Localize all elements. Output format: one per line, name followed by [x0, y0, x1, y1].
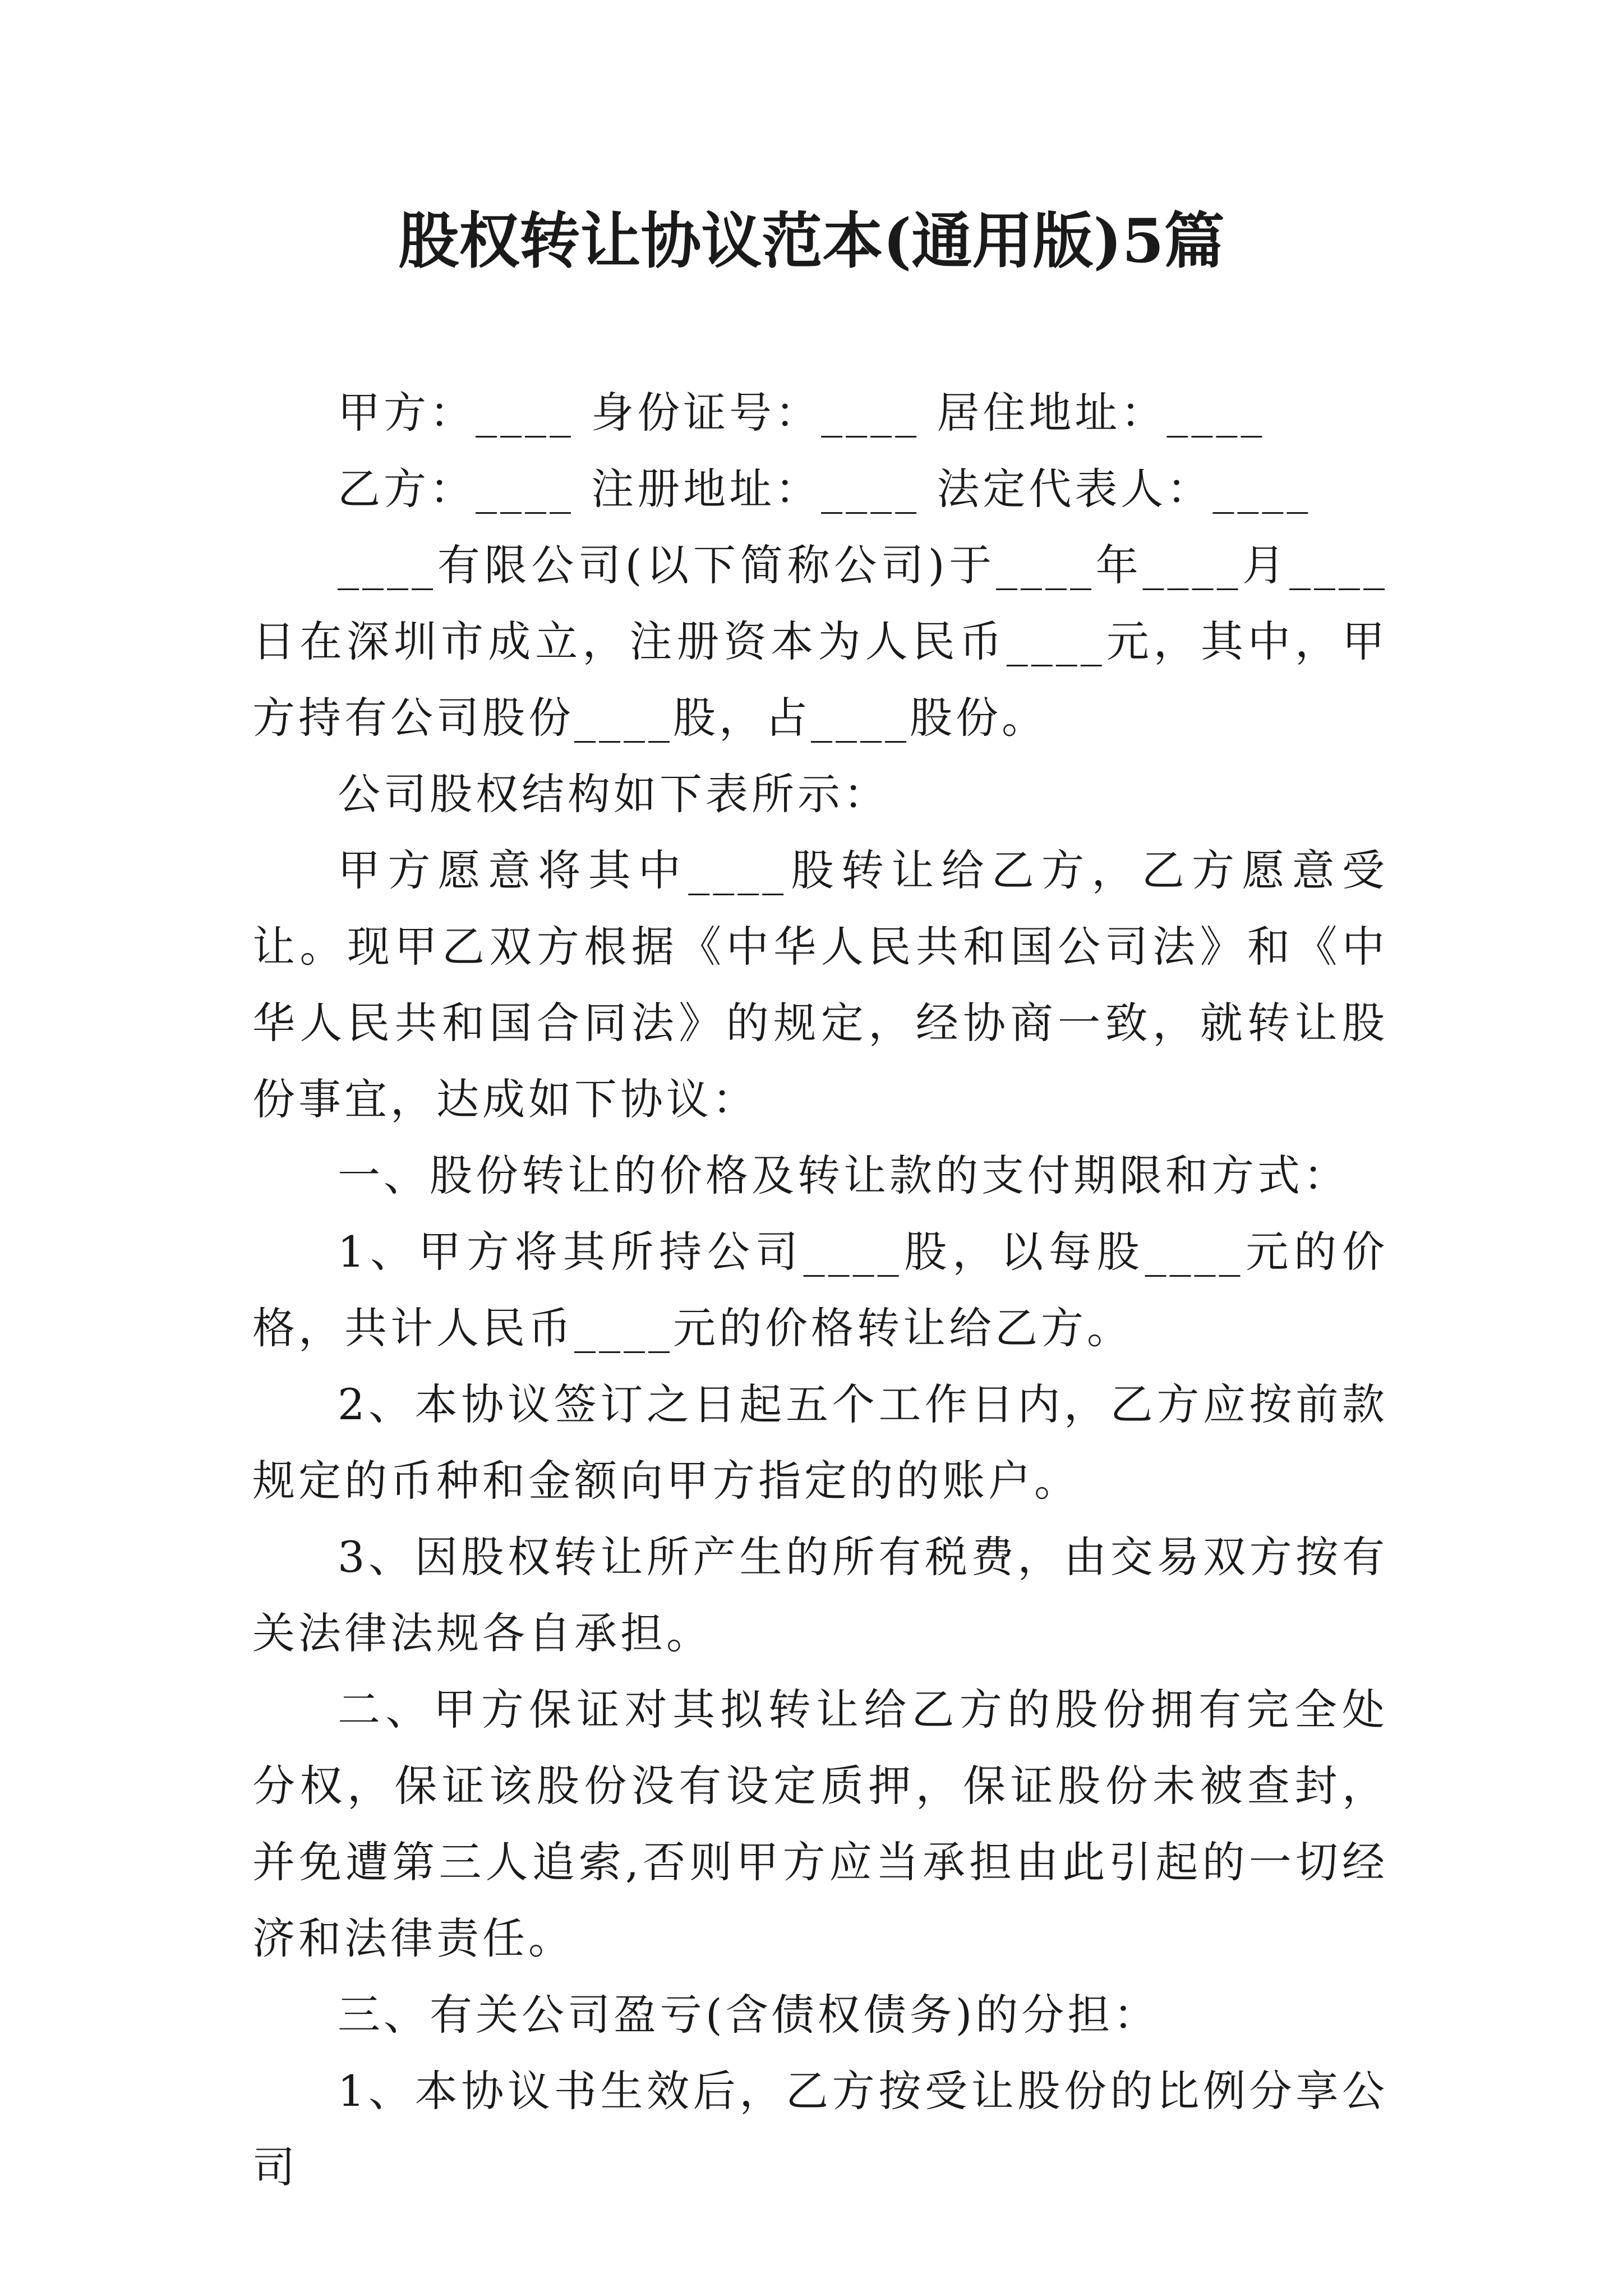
clause-1-1: 1、甲方将其所持公司____股，以每股____元的价格，共计人民币____元的价格转让给乙方。: [252, 1227, 1388, 1353]
equity-structure-line: 公司股权结构如下表所示：: [338, 769, 889, 819]
section-2-paragraph: 二、甲方保证对其拟转让给乙方的股份拥有完全处分权，保证该股份没有设定质押，保证股份未被查封，并免遭第三人追索,否则甲方应当承担由此引起的一切经济和法律责任。: [252, 1685, 1388, 1963]
section-3-heading: 三、有关公司盈亏(含债权债务)的分担：: [338, 1990, 1160, 2040]
clause-3-1: 1、本协议书生效后，乙方按受让股份的比例分享公司: [252, 2066, 1388, 2192]
transfer-intent-paragraph: 甲方愿意将其中____股转让给乙方，乙方愿意受让。现甲乙双方根据《中华人民共和国公司法》和《中华人民共和国合同法》的规定，经协商一致，就转让股份事宜，达成如下协议：: [252, 845, 1388, 1124]
company-info-paragraph: ____有限公司(以下简称公司)于____年____月____日在深圳市成立，注册资本为人民币____元，其中，甲方持有公司股份____股，占____股份。: [252, 540, 1388, 743]
clause-1-2: 2、本协议签订之日起五个工作日内，乙方应按前款规定的币种和金额向甲方指定的的账户。: [252, 1379, 1388, 1506]
document-body: [252, 375, 1388, 2206]
party-a-line: 甲方：____ 身份证号：____ 居住地址：____: [338, 388, 1266, 438]
document-title: 股权转让协议范本(通用版)5篇: [398, 206, 1225, 277]
clause-1-3: 3、因股权转让所产生的所有税费，由交易双方按有关法律法规各自承担。: [252, 1532, 1388, 1658]
party-b-line: 乙方：____ 注册地址：____ 法定代表人：____: [338, 464, 1312, 514]
section-1-heading: 一、股份转让的价格及转让款的支付期限和方式：: [338, 1151, 1349, 1200]
